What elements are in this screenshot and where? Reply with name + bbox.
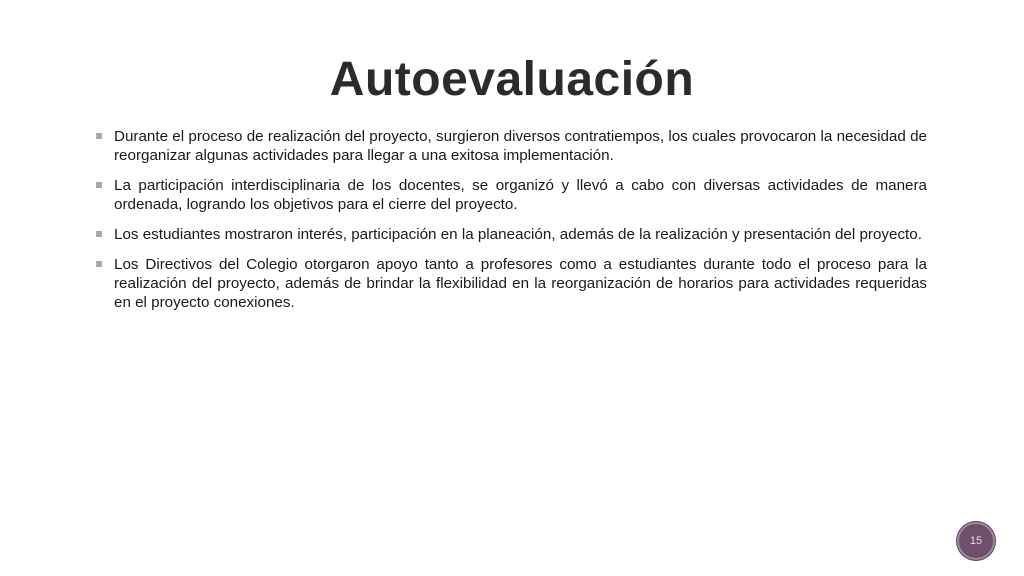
bullet-item-1 [95, 127, 927, 165]
bullet-text: Los Directivos del Colegio otorgaron apoyo tanto a profesores como a estudiantes durante todo el proceso para la realización del proyecto, además de brindar la flexibilidad en la reorganización de horarios para actividades requeridas en el proyecto conexiones. [114, 256, 927, 311]
bullet-text: La participación interdisciplinaria de los docentes, se organizó y llevó a cabo con diversas actividades de manera ordenada, logrando los objetivos para el cierre del proyecto. [114, 177, 927, 213]
bullet-text: Durante el proceso de realización del proyecto, surgieron diversos contratiempos, los cuales provocaron la necesidad de reorganizar algunas actividades para llegar a una exitosa implementación. [114, 128, 927, 164]
page-number: 15 [969, 535, 983, 547]
square-bullet-icon [96, 231, 102, 237]
square-bullet-icon [96, 182, 102, 188]
page-number-badge [957, 522, 995, 560]
bullet-text: Los estudiantes mostraron interés, participación en la planeación, además de la realización y presentación del proyecto. [114, 226, 922, 243]
bullet-item-3 [95, 225, 927, 244]
bullet-item-2 [95, 176, 927, 214]
bullet-item-4 [95, 255, 927, 312]
square-bullet-icon [96, 261, 102, 267]
bullet-list [95, 127, 927, 323]
square-bullet-icon [96, 133, 102, 139]
slide-title: Autoevaluación [329, 53, 695, 106]
